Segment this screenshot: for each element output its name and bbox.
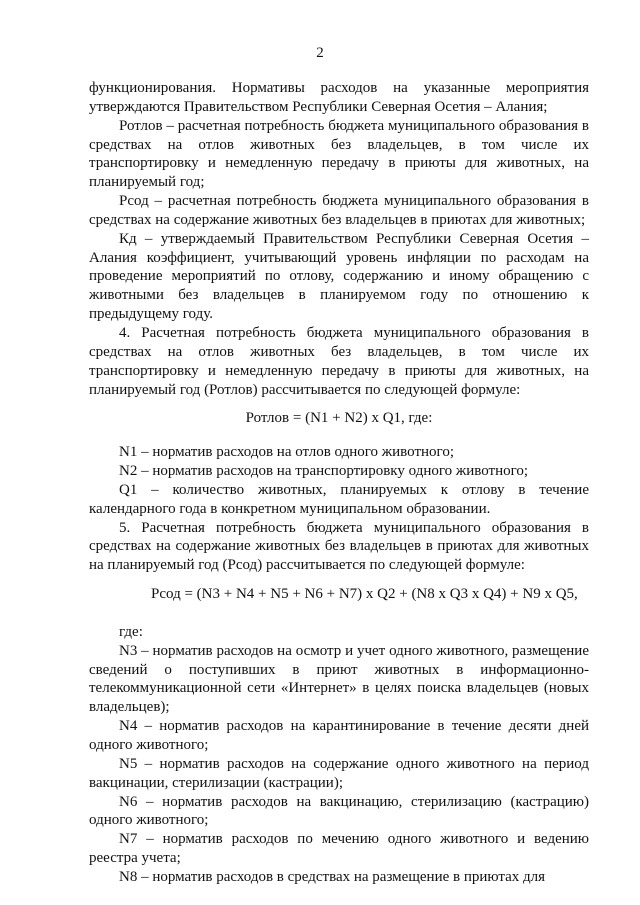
formula-rsod: Рсод = (N3 + N4 + N5 + N6 + N7) х Q2 + (N8 х Q3 х Q4) + N9 х Q5, xyxy=(151,586,578,603)
definition-n4: N4 – норматив расходов на карантинирование в течение десяти дней одного животного; xyxy=(89,718,589,753)
paragraph-continuation: функционирования. Нормативы расходов на указанные мероприятия утверждаются Правительством Республики Северная Осетия – Алания; xyxy=(89,80,589,115)
definition-n5: N5 – норматив расходов на содержание одного животного на период вакцинации, стерилизации (кастрации); xyxy=(89,755,589,791)
definition-q1: Q1 – количество животных, планируемых к отлову в течение календарного года в конкретном муниципальном образовании. xyxy=(89,481,589,517)
definition-n2: N2 – норматив расходов на транспортировку одного животного; xyxy=(119,463,529,480)
definition-rsod: Рсод – расчетная потребность бюджета муниципального образования в средствах на содержание животных без владельцев в приютах для животных; xyxy=(89,193,589,228)
document-body xyxy=(89,79,589,887)
definition-n8: N8 – норматив расходов в средствах на размещение в приютах для xyxy=(119,868,546,885)
definition-n1: N1 – норматив расходов на отлов одного животного; xyxy=(119,444,454,461)
page-number: 2 xyxy=(316,45,324,61)
formula-rotlov: Ротлов = (N1 + N2) х Q1, где: xyxy=(245,410,433,427)
where-label: где: xyxy=(119,623,143,640)
definition-rotlov: Ротлов – расчетная потребность бюджета муниципального образования в средствах на отлов животных без владельцев, в том числе их транспортировку и немедленную передачу в приюты для животных, на планируемый год; xyxy=(89,117,589,191)
definition-n7: N7 – норматив расходов по мечению одного животного и ведению реестра учета; xyxy=(89,831,589,867)
definition-n3: N3 – норматив расходов на осмотр и учет одного животного, размещение сведений о поступивших в приют животных в информационно-телекоммуникационной сети «Интернет» в целях поиска владельцев (новых владельцев); xyxy=(89,642,589,716)
clause-4: 4. Расчетная потребность бюджета муниципального образования в средствах на отлов животных без владельцев, в том числе их транспортировку и немедленную передачу в приюты для животных, на планируемый год (Ротлов) рассчитывается по следующей формуле: xyxy=(89,324,589,398)
definition-kd: Кд – утверждаемый Правительством Республики Северная Осетия – Алания коэффициент, учитывающий уровень инфляции по расходам на проведение мероприятий по отлову, содержанию и иному обращению с животными без владельцев в планируемом году по отношению к предыдущему году. xyxy=(89,230,589,323)
definition-n6: N6 – норматив расходов на вакцинацию, стерилизацию (кастрацию) одного животного; xyxy=(89,793,589,829)
clause-5: 5. Расчетная потребность бюджета муниципального образования в средствах на содержание животных без владельцев в приютах для животных на планируемый год (Рсод) рассчитывается по следующей формуле: xyxy=(89,519,589,574)
